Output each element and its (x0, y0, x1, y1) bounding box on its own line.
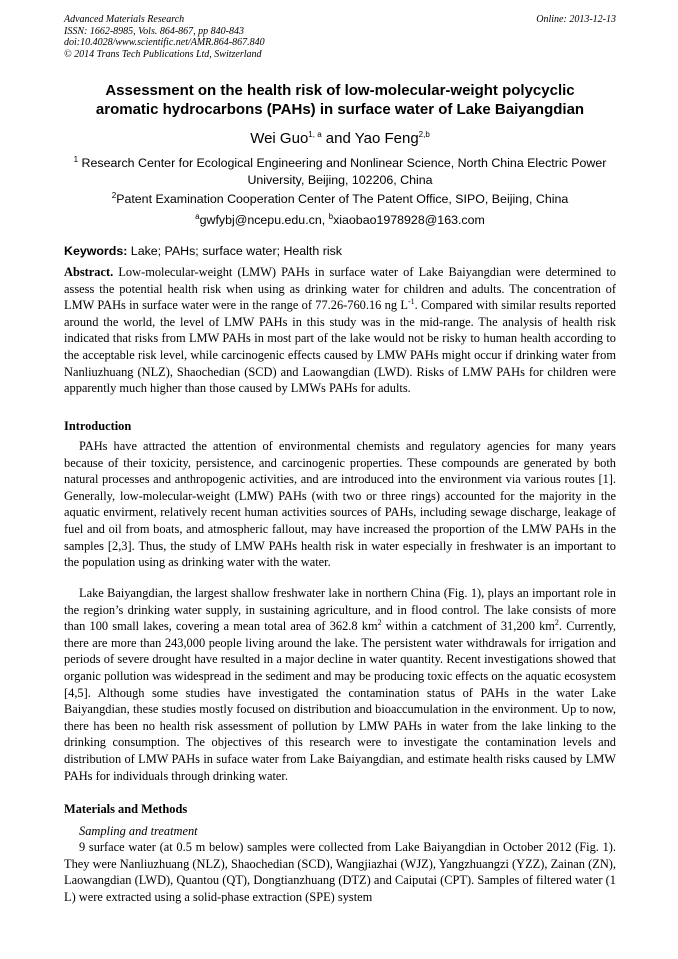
doi-line: doi:10.4028/www.scientific.net/AMR.864-867.840 (64, 37, 265, 48)
author-emails (64, 212, 616, 229)
issn-line: ISSN: 1662-8985, Vols. 864-867, pp 840-843 (64, 25, 244, 37)
title-line-2: aromatic hydrocarbons (PAHs) in surface water of Lake Baiyangdian (95, 101, 585, 118)
section-heading-methods: Materials and Methods (64, 802, 188, 816)
keywords-label: Keywords: (64, 244, 128, 258)
author-name: Wei Guo (250, 130, 309, 147)
paragraph-text: within a catchment of 31,200 km (381, 619, 555, 634)
affiliation-1 (64, 155, 616, 189)
author-conjunction: and (321, 130, 355, 147)
author-list (64, 129, 616, 148)
introduction-paragraph-2 (64, 585, 616, 784)
affiliation-text: Patent Examination Cooperation Center of The Patent Office, SIPO, Beijing, China (116, 192, 569, 206)
email-link[interactable]: gwfybj@ncepu.edu.cn, (199, 213, 329, 227)
unit-superscript: 2 (554, 618, 559, 628)
paragraph-text: Lake Baiyangdian, the largest shallow freshwater lake in northern China (Fig. 1), plays an important role in the region’s drinking water supply, in sustaining agriculture, and in flood control. The lake consists of more than 100 small lakes, covering a mean total area of 362.8 km (64, 586, 616, 634)
unit-superscript: 2 (377, 618, 382, 628)
paragraph-text: . Currently, there are more than 243,000 people living around the lake. The persistent water withdrawals for irrigation and periods of severe drought have resulted in a major decline in water quantity. Recent investigations showed that organic pollution was widespread in the sediment and may be producing toxic effects on the aquatic ecosystem [4,5]. Although some studies have investigated the contamination status of PAHs in the water Lake Baiyangdian, these studies mostly focused on distribution and bioaccumulation in the environment. Up to now, there has been no health risk assessment of pollution by LMW PAHs in water from the lake linking to the drinking consumption. The objectives of this research were to investigate the contamination levels and distribution of LMW PAHs in suface water from Lake Baiyangdian, and estimate health risks caused by LMW PAHs for individuals through drinking water. (64, 619, 616, 783)
affiliation-text: University, Beijing, 102206, China (247, 173, 433, 187)
keywords-text: Lake; PAHs; surface water; Health risk (127, 244, 342, 258)
introduction-paragraph-1: PAHs have attracted the attention of environmental chemists and regulatory agencies for many years because of their toxicity, persistence, and carcinogenic properties. These compounds are generated by both natural processes and anthropogenic activities, and are introduced into the environment via various routes [1]. Generally, low-molecular-weight (LMW) PAHs (with two or three rings) accounted for the majority in the aquatic envirment, relatively recent human activities sources of PAHs, including sewage discharge, leakage of fuel and oil from boats, and atmospheric fallout, may have increased the proportion of the LMW PAHs in the samples [2,3]. Thus, the study of LMW PAHs health risk in water especially in freshwater is an important to the population using as drinking water with the water. (64, 439, 616, 570)
online-date: Online: 2013-12-13 (536, 14, 616, 25)
author-affiliation-mark: 1, a (308, 130, 322, 139)
affiliation-2 (64, 191, 616, 208)
subsection-heading-sampling: Sampling and treatment (79, 824, 198, 838)
affiliation-mark: 2 (111, 190, 117, 200)
title-line-1: Assessment on the health risk of low-molecular-weight polycyclic (105, 82, 575, 99)
email-mark: a (195, 211, 200, 221)
author-name: Yao Feng (354, 130, 419, 147)
journal-name: Advanced Materials Research (64, 14, 185, 25)
email-link[interactable]: xiaobao1978928@163.com (333, 213, 485, 227)
keywords (64, 243, 616, 260)
affiliation-text: Research Center for Ecological Engineering and Nonlinear Science, North China Electric Power (78, 156, 607, 170)
email-mark: b (328, 211, 334, 221)
paper-title (64, 81, 616, 119)
copyright-line: © 2014 Trans Tech Publications Ltd, Switzerland (64, 48, 262, 60)
author-affiliation-mark: 2,b (418, 130, 430, 139)
abstract (64, 264, 616, 397)
journal-header (64, 14, 616, 60)
section-heading-introduction: Introduction (64, 419, 132, 433)
abstract-text: Low-molecular-weight (LMW) PAHs in surface water of Lake Baiyangdian were determined to assess the potential health risk when using as drinking water for children and adults. The concentration of LMW PAHs in surface water were in the range of 77.26-760.16 ng L (64, 265, 616, 313)
methods-paragraph-1: 9 surface water (at 0.5 m below) samples were collected from Lake Baiyangdian in October 2012 (Fig. 1). They were Nanliuzhuang (NLZ), Shaochedian (SCD), Wangjiazhai (WJZ), Yangzhuangzi (YZZ), Zainan (ZN), Laowangdian (LWD), Quantou (QT), Dongtianzhuang (DTZ) and Caiputai (CPT). Samples of filtered water (1 L) were extracted using a solid-phase extraction (SPE) system (64, 840, 616, 904)
affiliation-mark: 1 (73, 154, 79, 164)
abstract-text: . Compared with similar results reported around the world, the level of LMW PAHs in this study was in the mid-range. The analysis of health risk indicated that risks from LMW PAHs in most part of the lake would not be risky to human health according to the acceptable risk level, while carcinogenic effects caused by LMW PAHs might occur if drinking water from Nanliuzhuang (NLZ), Shaochedian (SCD) and Laowangdian (LWD). Risks of LMW PAHs for children were apparently much higher than those caused by LMWs PAHs for adults. (64, 298, 616, 396)
unit-superscript: -1 (407, 297, 415, 307)
abstract-label: Abstract. (64, 265, 114, 279)
